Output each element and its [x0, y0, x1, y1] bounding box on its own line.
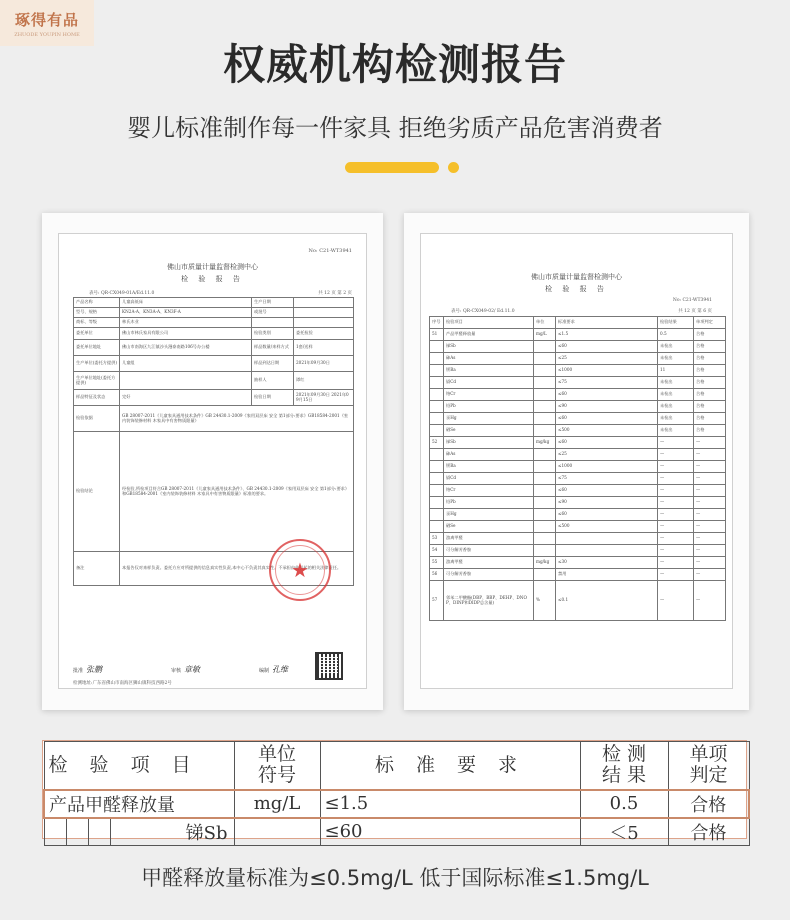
table-cell: ≤500 [556, 425, 658, 437]
table-cell [294, 318, 354, 328]
signature-approve-label: 批准 [73, 668, 84, 674]
row2-result: ＜5 [580, 818, 668, 846]
page-subtitle: 婴儿标准制作每一件家具 拒绝劣质产品危害消费者 [127, 114, 663, 142]
table-cell [534, 365, 556, 377]
table-cell: 汞Hg [444, 413, 534, 425]
table-cell [430, 401, 444, 413]
report-card-left [42, 213, 383, 710]
table-cell: 52 [430, 437, 444, 449]
table-cell: — [658, 533, 694, 545]
table-cell: 完好 [120, 390, 252, 406]
table-cell [534, 569, 556, 581]
table-cell: 未检出 [658, 401, 694, 413]
page-title: 权威机构检测报告 [222, 40, 567, 89]
seal-star-icon: ★ [291, 558, 309, 582]
brand-logo-subtext: ZHUODE YOUPIN HOME [14, 31, 80, 38]
table-cell: KN2A-A、KN3A-A、KN3F-A [120, 308, 252, 318]
header-standard: 标 准 要 求 [320, 742, 580, 790]
table-cell [430, 521, 444, 533]
qr-code [315, 652, 343, 680]
table-cell: — [658, 569, 694, 581]
table-header-cell: 检验结果 [658, 317, 694, 329]
table-row [74, 298, 354, 308]
table-cell [430, 497, 444, 509]
table-cell: — [694, 557, 726, 569]
table-cell: 游离甲醛 [444, 557, 534, 569]
report-form-no: 表号: QR-CX049-02/ Ed.11.0 [451, 309, 515, 314]
table-cell: ≤90 [556, 497, 658, 509]
table-row [430, 341, 726, 353]
table-cell: — [694, 461, 726, 473]
table-cell: 0.5 [658, 329, 694, 341]
table-cell: 合格 [694, 353, 726, 365]
table-row [430, 557, 726, 569]
table-cell: 汞Hg [444, 509, 534, 521]
table-row [430, 329, 726, 341]
table-cell: 合格 [694, 365, 726, 377]
table-row [74, 372, 354, 390]
table-cell [294, 298, 354, 308]
row1-judge: 合格 [668, 790, 749, 818]
table-cell [430, 365, 444, 377]
signature-edit-name: 孔维 [272, 665, 289, 674]
decorative-bar [345, 162, 439, 173]
table-cell [430, 353, 444, 365]
table-cell: 谭红 [294, 372, 354, 390]
table-cell: — [658, 449, 694, 461]
table-cell: 53 [430, 533, 444, 545]
table-cell: 合格 [694, 389, 726, 401]
table-cell: 样品数量/来样方式 [252, 340, 294, 356]
table-cell: 未检出 [658, 389, 694, 401]
table-cell [120, 372, 252, 390]
table-cell: 佛山市林氏家具有限公司 [120, 328, 252, 340]
table-cell [430, 341, 444, 353]
table-cell: 锑Sb [444, 341, 534, 353]
table-cell: ≤60 [556, 485, 658, 497]
table-cell: 备注 [74, 552, 120, 586]
zoomed-result-table [42, 740, 747, 844]
report-title: 检 验 报 告 [181, 275, 244, 283]
table-cell [430, 509, 444, 521]
report-table-right [429, 316, 726, 621]
table-cell [556, 533, 658, 545]
table-cell: ≤60 [556, 341, 658, 353]
table-row [74, 406, 354, 432]
table-cell [534, 497, 556, 509]
table-cell: ≤1.5 [556, 329, 658, 341]
table-row [74, 356, 354, 372]
table-cell [534, 413, 556, 425]
table-cell: 铬Cr [444, 389, 534, 401]
table-cell: 未检出 [658, 413, 694, 425]
table-cell: 生产日期 [252, 298, 294, 308]
table-row [74, 318, 354, 328]
table-header-row [44, 742, 749, 790]
signature-review-name: 章敏 [184, 665, 201, 674]
table-cell: 未检出 [658, 425, 694, 437]
table-cell: 商标、等级 [74, 318, 120, 328]
table-cell: mg/kg [534, 557, 556, 569]
table-cell: 检验日期 [252, 390, 294, 406]
table-cell: ≤60 [556, 389, 658, 401]
table-row [430, 473, 726, 485]
signature-edit-label: 编制 [259, 668, 270, 674]
table-cell: 未检出 [658, 377, 694, 389]
table-header-cell: 单项判定 [694, 317, 726, 329]
table-cell [430, 425, 444, 437]
table-cell: 产品名称 [74, 298, 120, 308]
table-cell: GB 28007-2011《儿童家具通用技术条件》GB 24430.1-2009《家用双层床 安全 第1部分:要求》GB18584-2001《室内装饰装修材料 木家具中有害物质限量》 [120, 406, 354, 432]
table-row [430, 425, 726, 437]
header-judge: 单项 判定 [668, 742, 749, 790]
report-address: 检测地址:广东省佛山市南海区狮山镇科技西路2号 [73, 681, 172, 686]
table-row [430, 413, 726, 425]
table-row [430, 521, 726, 533]
table-cell: 经检验,所检项目符合GB 28007-2011《儿童家具通用技术条件》、GB 24430.1-2009《家用双层床 安全 第1部分:要求》和GB18584-2001《室内装饰装修材料 木家具中有害物质限量》标准的要求。 [120, 432, 354, 552]
table-row [430, 389, 726, 401]
table-cell: 生产单位地址(委托方提供) [74, 372, 120, 390]
header-result: 检 测 结 果 [580, 742, 668, 790]
table-cell [430, 377, 444, 389]
result-table [43, 741, 750, 846]
table-cell: 可分解芳香胺 [444, 545, 534, 557]
table-cell: 合格 [694, 329, 726, 341]
table-cell: — [658, 497, 694, 509]
table-cell [534, 509, 556, 521]
table-cell: 未检出 [658, 353, 694, 365]
table-cell: 或批号 [252, 308, 294, 318]
table-cell: 54 [430, 545, 444, 557]
table-cell: 锑Sb [444, 437, 534, 449]
table-cell: 可分解芳香胺 [444, 569, 534, 581]
report-card-right [404, 213, 749, 710]
table-cell: 合格 [694, 377, 726, 389]
table-header-cell: 检验项目 [444, 317, 534, 329]
table-row [74, 390, 354, 406]
table-cell: ≤0.1 [556, 581, 658, 621]
table-row [430, 401, 726, 413]
table-cell: — [694, 485, 726, 497]
table-cell [430, 461, 444, 473]
report-page-no: 共 12 页 第 2 页 [318, 291, 352, 296]
table-row [74, 432, 354, 552]
signature-review [171, 664, 200, 675]
table-row [430, 461, 726, 473]
table-cell [534, 473, 556, 485]
table-header-cell: 单位 [534, 317, 556, 329]
table-cell: — [694, 569, 726, 581]
table-cell [430, 485, 444, 497]
table-cell: ≤60 [556, 437, 658, 449]
table-cell: 儿童组 [120, 356, 252, 372]
table-cell: 55 [430, 557, 444, 569]
table-cell [294, 308, 354, 318]
table-cell: — [658, 473, 694, 485]
table-cell: ≤60 [556, 413, 658, 425]
table-cell: 本报告仅对来样负责。委托方应对所提供的信息真实性负责,本中心不负责其真实性。不承担由此引起的相关法律责任。 [120, 552, 354, 586]
table-cell: 邻苯二甲酸酯(DBP、BBP、DEHP、DNOP、DINP和DIDP总含量) [444, 581, 534, 621]
table-cell: ≤30 [556, 557, 658, 569]
report-org: 佛山市质量计量监督检测中心 [167, 263, 258, 271]
signature-approve-name: 张鹏 [86, 665, 103, 674]
table-cell: 委托单位地址 [74, 340, 120, 356]
table-cell: — [658, 521, 694, 533]
table-cell: 检验类别 [252, 328, 294, 340]
decorative-dot [448, 162, 459, 173]
table-cell: 镉Cd [444, 473, 534, 485]
table-cell: 砷As [444, 353, 534, 365]
table-row [430, 533, 726, 545]
table-cell [534, 545, 556, 557]
brand-logo-text: 琢得有品 [14, 10, 79, 29]
signature-review-label: 审核 [171, 668, 182, 674]
table-cell [430, 473, 444, 485]
table-cell [534, 425, 556, 437]
row1-unit: mg/L [234, 790, 320, 818]
report-org: 佛山市质量计量监督检测中心 [531, 273, 622, 281]
table-cell: 56 [430, 569, 444, 581]
table-cell: 铅Pb [444, 401, 534, 413]
table-row [430, 377, 726, 389]
table-cell: ≤75 [556, 473, 658, 485]
table-cell: — [694, 545, 726, 557]
table-cell: 委托单位 [74, 328, 120, 340]
table-row [430, 569, 726, 581]
table-row [74, 340, 354, 356]
table-cell: 2021年09月30日 2021年09月15日 [294, 390, 354, 406]
table-cell: — [658, 509, 694, 521]
table-cell: 委托检验 [294, 328, 354, 340]
table-row [430, 449, 726, 461]
table-cell: ≤500 [556, 521, 658, 533]
table-cell [534, 377, 556, 389]
table-cell [534, 401, 556, 413]
table-row [430, 581, 726, 621]
table-cell: 51 [430, 329, 444, 341]
table-row-formaldehyde [44, 790, 749, 818]
header-unit: 单位 符号 [234, 742, 320, 790]
row2-standard: ≤60 [320, 818, 580, 846]
table-cell: — [658, 485, 694, 497]
table-cell: 佛山市南海区九江镇沙头漫泰南路106号办公楼 [120, 340, 252, 356]
table-cell: 合格 [694, 341, 726, 353]
table-cell: 合格 [694, 413, 726, 425]
table-cell: 游离甲醛 [444, 533, 534, 545]
table-cell: 铬Cr [444, 485, 534, 497]
table-cell: ≤60 [556, 509, 658, 521]
table-cell: — [658, 581, 694, 621]
report-number: No: C21-WT3941 [308, 248, 352, 254]
table-row [430, 365, 726, 377]
table-cell: 林氏木业 [120, 318, 252, 328]
row1-result: 0.5 [580, 790, 668, 818]
table-cell: — [694, 497, 726, 509]
table-header-row [430, 317, 726, 329]
table-cell [534, 449, 556, 461]
report-title: 检 验 报 告 [545, 285, 608, 293]
table-cell: mg/L [534, 329, 556, 341]
table-header-cell: 标准要求 [556, 317, 658, 329]
table-cell [534, 389, 556, 401]
table-cell [430, 413, 444, 425]
table-row [430, 485, 726, 497]
table-cell [534, 341, 556, 353]
table-cell: 1套/送样 [294, 340, 354, 356]
table-cell: 钡Ba [444, 461, 534, 473]
table-cell: — [694, 509, 726, 521]
table-cell: 合格 [694, 401, 726, 413]
table-cell: 禁用 [556, 569, 658, 581]
row1-standard: ≤1.5 [320, 790, 580, 818]
table-cell: ≤1000 [556, 461, 658, 473]
row2-item-cell [44, 818, 234, 846]
table-cell: — [658, 557, 694, 569]
table-cell: 型号、规格 [74, 308, 120, 318]
table-cell: 检验依据 [74, 406, 120, 432]
table-row-antimony [44, 818, 749, 846]
table-cell: 未检出 [658, 341, 694, 353]
report-form-no: 表号: QR-CX049-01A/Ed.11.0 [89, 291, 155, 296]
table-cell: — [694, 521, 726, 533]
table-cell: 11 [658, 365, 694, 377]
report-page-left [58, 233, 367, 689]
table-row [430, 353, 726, 365]
table-row [430, 437, 726, 449]
table-cell: 硒Se [444, 521, 534, 533]
row1-item: 产品甲醛释放量 [44, 790, 234, 818]
table-cell: 合格 [694, 425, 726, 437]
table-row [430, 545, 726, 557]
table-header-cell: 序号 [430, 317, 444, 329]
signature-approve [73, 664, 102, 675]
table-cell: 样品到达日期 [252, 356, 294, 372]
table-cell: mg/kg [534, 437, 556, 449]
table-cell [534, 521, 556, 533]
official-seal [269, 539, 331, 601]
table-cell: ≤75 [556, 377, 658, 389]
row2-judge: 合格 [668, 818, 749, 846]
table-cell: 抽样人 [252, 372, 294, 390]
report-page-no: 共 12 页 第 6 页 [678, 309, 712, 314]
table-cell: — [658, 545, 694, 557]
table-cell: — [694, 581, 726, 621]
table-cell [430, 449, 444, 461]
report-number: No: C21-WT3941 [672, 298, 712, 303]
table-cell [534, 533, 556, 545]
table-cell: 儿童高低床 [120, 298, 252, 308]
table-cell [252, 318, 294, 328]
row2-item: 锑Sb [185, 822, 228, 844]
table-cell: % [534, 581, 556, 621]
table-cell: 57 [430, 581, 444, 621]
table-cell: — [658, 461, 694, 473]
table-cell [534, 353, 556, 365]
signature-edit [259, 664, 288, 675]
table-cell [534, 485, 556, 497]
table-cell: 硒Se [444, 425, 534, 437]
table-cell: 砷As [444, 449, 534, 461]
table-row [430, 509, 726, 521]
table-cell: 产品甲醛释放量 [444, 329, 534, 341]
table-cell: 生产单位(委托方提供) [74, 356, 120, 372]
table-cell: ≤25 [556, 353, 658, 365]
table-cell: 检验结论 [74, 432, 120, 552]
header-item: 检 验 项 目 [44, 742, 234, 790]
report-page-right [420, 233, 733, 689]
table-row [74, 328, 354, 340]
table-cell [430, 389, 444, 401]
table-cell: — [694, 449, 726, 461]
footer-note: 甲醛释放量标准为≤0.5mg/L 低于国际标准≤1.5mg/L [141, 866, 649, 890]
table-cell: ≤1000 [556, 365, 658, 377]
table-cell: ≤25 [556, 449, 658, 461]
row2-unit [234, 818, 320, 846]
table-cell [556, 545, 658, 557]
table-cell [534, 461, 556, 473]
table-cell: — [694, 533, 726, 545]
table-cell: 镉Cd [444, 377, 534, 389]
table-cell: 2021年09月30日 [294, 356, 354, 372]
table-cell: 铅Pb [444, 497, 534, 509]
table-cell: 样品特征及状态 [74, 390, 120, 406]
table-row [430, 497, 726, 509]
table-cell: — [694, 473, 726, 485]
table-cell: — [658, 437, 694, 449]
table-cell: 钡Ba [444, 365, 534, 377]
table-cell: — [694, 437, 726, 449]
table-cell: ≤90 [556, 401, 658, 413]
table-row [74, 308, 354, 318]
